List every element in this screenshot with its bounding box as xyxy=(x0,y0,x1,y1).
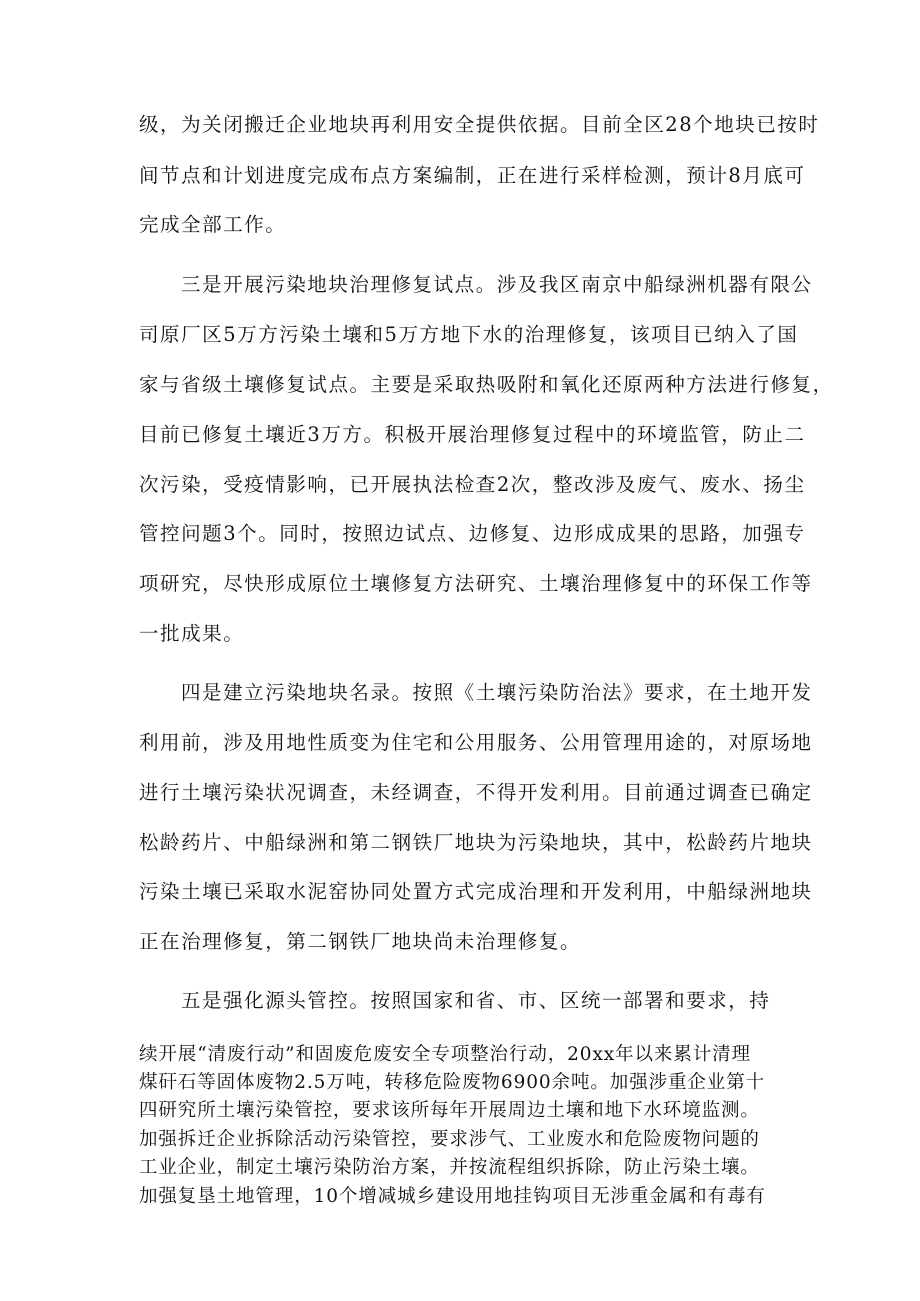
text-line: 进行土壤污染状况调查，未经调查，不得开发利用。目前通过调查已确定 xyxy=(139,781,813,804)
text-line: 次污染，受疫情影响，已开展执法检查2次，整改涉及废气、废水、扬尘 xyxy=(139,473,806,496)
text-line: 利用前，涉及用地性质变为住宅和公用服务、公用管理用途的，对原场地 xyxy=(139,731,813,754)
text-line: 加强拆迁企业拆除活动污染管控，要求涉气、工业废水和危险废物问题的 xyxy=(139,1129,760,1150)
text-line: 煤矸石等固体废物2.5万吨，转移危险废物6900余吨。加强涉重企业第十 xyxy=(139,1072,766,1093)
text-line: 家与省级土壤修复试点。主要是采取热吸附和氧化还原两种方法进行修复， xyxy=(139,373,834,396)
text-line: 污染土壤已采取水泥窑协同处置方式完成治理和开发利用，中船绿洲地块 xyxy=(139,880,813,903)
text-line: 三是开展污染地块治理修复试点。涉及我区南京中船绿洲机器有限公 xyxy=(181,273,813,296)
text-line: 级，为关闭搬迁企业地块再利用安全提供依据。目前全区28个地块已按时 xyxy=(139,113,820,136)
text-line: 司原厂区5万方污染土壤和5万方地下水的治理修复，该项目已纳入了国 xyxy=(139,323,799,346)
text-line: 目前已修复土壤近3万方。积极开展治理修复过程中的环境监管，防止二 xyxy=(139,423,806,446)
text-line: 间节点和计划进度完成布点方案编制，正在进行采样检测，预计8月底可 xyxy=(139,164,806,187)
text-line: 松龄药片、中船绿洲和第二钢铁厂地块为污染地块，其中，松龄药片地块 xyxy=(139,831,813,854)
text-line: 续开展“清废行动”和固废危废安全专项整治行动，20xx年以来累计清理 xyxy=(139,1044,751,1065)
text-line: 加强复垦土地管理，10个增减城乡建设用地挂钩项目无涉重金属和有毒有 xyxy=(139,1186,766,1207)
text-line: 工业企业，制定土壤污染防治方案，并按流程组织拆除，防止污染土壤。 xyxy=(139,1157,760,1178)
text-line: 五是强化源头管控。按照国家和省、市、区统一部署和要求，持 xyxy=(181,989,771,1012)
text-line: 正在治理修复，第二钢铁厂地块尚未治理修复。 xyxy=(139,930,582,953)
text-line: 项研究，尽快形成原位土壤修复方法研究、土壤治理修复中的环保工作等 xyxy=(139,572,813,595)
text-line: 一批成果。 xyxy=(139,622,245,645)
text-line: 完成全部工作。 xyxy=(139,213,287,236)
text-line: 四是建立污染地块名录。按照《土壤污染防治法》要求，在土地开发 xyxy=(181,681,813,704)
text-line: 管控问题3个。同时，按照边试点、边修复、边形成成果的思路，加强专 xyxy=(139,522,806,545)
text-line: 四研究所土壤污染管控，要求该所每年开展周边土壤和地下水环境监测。 xyxy=(139,1100,760,1121)
